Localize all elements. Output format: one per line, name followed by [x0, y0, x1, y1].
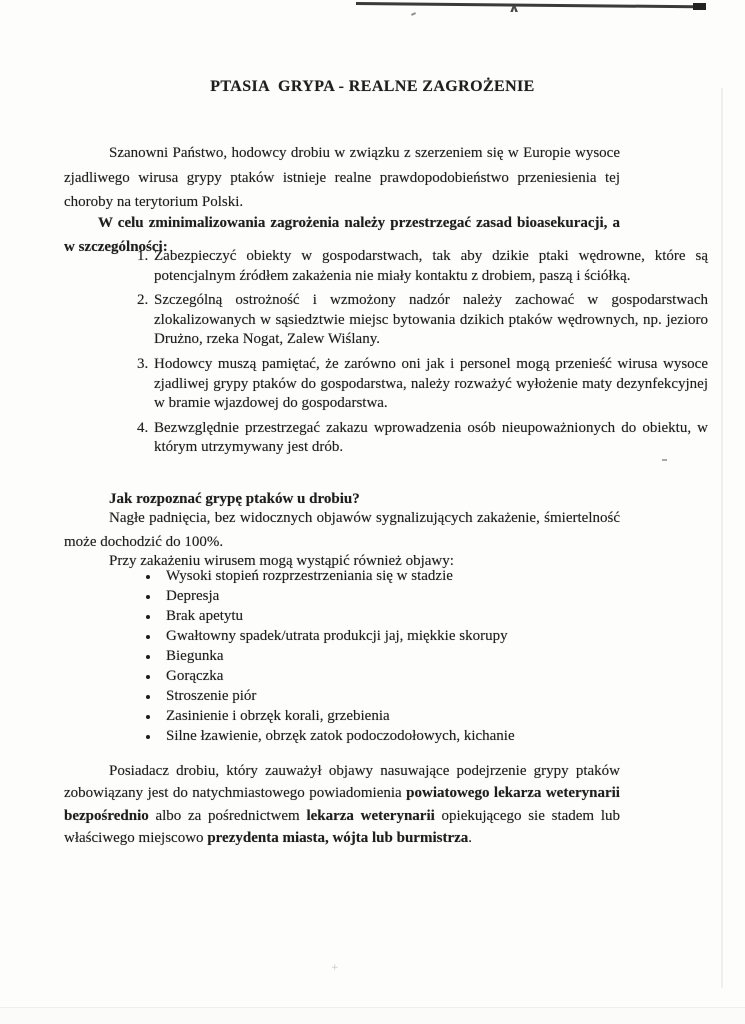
biosecurity-rule-item: 4. Bezwzględnie przestrzegać zakazu wprowadzenia osób nieupoważnionych do obiektu, w którym utrzymywany jest drób.: [152, 419, 708, 458]
scan-artifact-caret-mark: ∧: [507, 4, 521, 15]
scan-artifact-plus-mark: +: [331, 963, 339, 973]
scan-artifact-top-line: [356, 2, 706, 8]
biosecurity-rule-item: 3. Hodowcy muszą pamiętać, że zarówno oni jak i personel mogą przenieść wirusa wysoce zjadliwej grypy ptaków do gospodarstwa, należy rozważyć wyłożenie maty dezynfekcyjnej w bramie wjazdowej do gospodarstwa.: [152, 355, 708, 414]
scan-artifact-speck: [411, 12, 416, 16]
closing-paragraph: [64, 760, 620, 850]
closing-segment: Posiadacz drobiu, który zauważył objawy nasuwające podejrzenie grypy ptaków zobowiązany jest do natychmiastowego powiadomienia: [64, 763, 620, 802]
symptom-item: • Wysoki stopień rozprzestrzeniania się w stadzie: [160, 566, 716, 586]
symptom-item: • Biegunka: [160, 646, 716, 666]
symptom-item: • Gwałtowny spadek/utrata produkcji jaj, miękkie skorupy: [160, 626, 716, 646]
biosecurity-heading: W celu zminimalizowania zagrożenia należy przestrzegać zasad bioasekuracji, a w szczególności:: [64, 215, 620, 255]
symptoms-list: [64, 566, 716, 746]
mortality-paragraph: Nagłe padnięcia, bez widocznych objawów sygnalizujących zakażenie, śmiertelność może dochodzić do 100%.: [64, 510, 620, 550]
closing-segment: opiekującego sie stadem lub właściwego miejscowo: [64, 807, 620, 847]
symptom-item: • Brak apetytu: [160, 606, 716, 626]
closing-segment: .: [468, 830, 473, 847]
biosecurity-rules-list: [64, 247, 708, 463]
closing-segment: albo za pośrednictwem: [148, 807, 307, 824]
closing-segment: powiatowego lekarza weterynarii bezpośrednio: [64, 785, 620, 824]
closing-segment: prezydenta miasta, wójta lub burmistrza: [207, 830, 469, 847]
symptoms-intro: Przy zakażeniu wirusem mogą wystąpić również objawy:: [109, 553, 454, 569]
closing-segment: lekarza weterynarii: [306, 807, 435, 824]
scan-artifact-top-line-endcap: [693, 3, 706, 10]
biosecurity-rule-item: 1. Zabezpieczyć obiekty w gospodarstwach, tak aby dzikie ptaki wędrowne, które są potencjalnym źródłem zakażenia nie miały kontaktu z drobiem, paszą i ściółką.: [152, 247, 708, 286]
symptom-item: • Silne łzawienie, obrzęk zatok podoczodołowych, kichanie: [160, 726, 716, 746]
document-title: PTASIA GRYPA - REALNE ZAGROŻENIE: [210, 78, 535, 95]
intro-paragraph: Szanowni Państwo, hodowcy drobiu w związku z szerzeniem się w Europie wysoce zjadliwego wirusa grypy ptaków istnieje realne prawdopodobieństwo przeniesienia tej choroby na terytorium Polski.: [64, 145, 620, 210]
biosecurity-rule-item: 2. Szczególną ostrożność i wzmożony nadzór należy zachować w gospodarstwach zlokalizowanych w sąsiedztwie miejsc bytowania dzikich ptaków wędrownych, np. jezioro Drużno, rzeka Nogat, Zalew Wiślany.: [152, 291, 708, 350]
symptom-item: • Stroszenie piór: [160, 686, 716, 706]
symptom-item: • Gorączka: [160, 666, 716, 686]
symptom-item: • Zasinienie i obrzęk korali, grzebienia: [160, 706, 716, 726]
scan-artifact-right-edge: [721, 88, 723, 988]
symptom-item: • Depresja: [160, 586, 716, 606]
recognition-heading: Jak rozpoznać grypę ptaków u drobiu?: [109, 491, 360, 507]
